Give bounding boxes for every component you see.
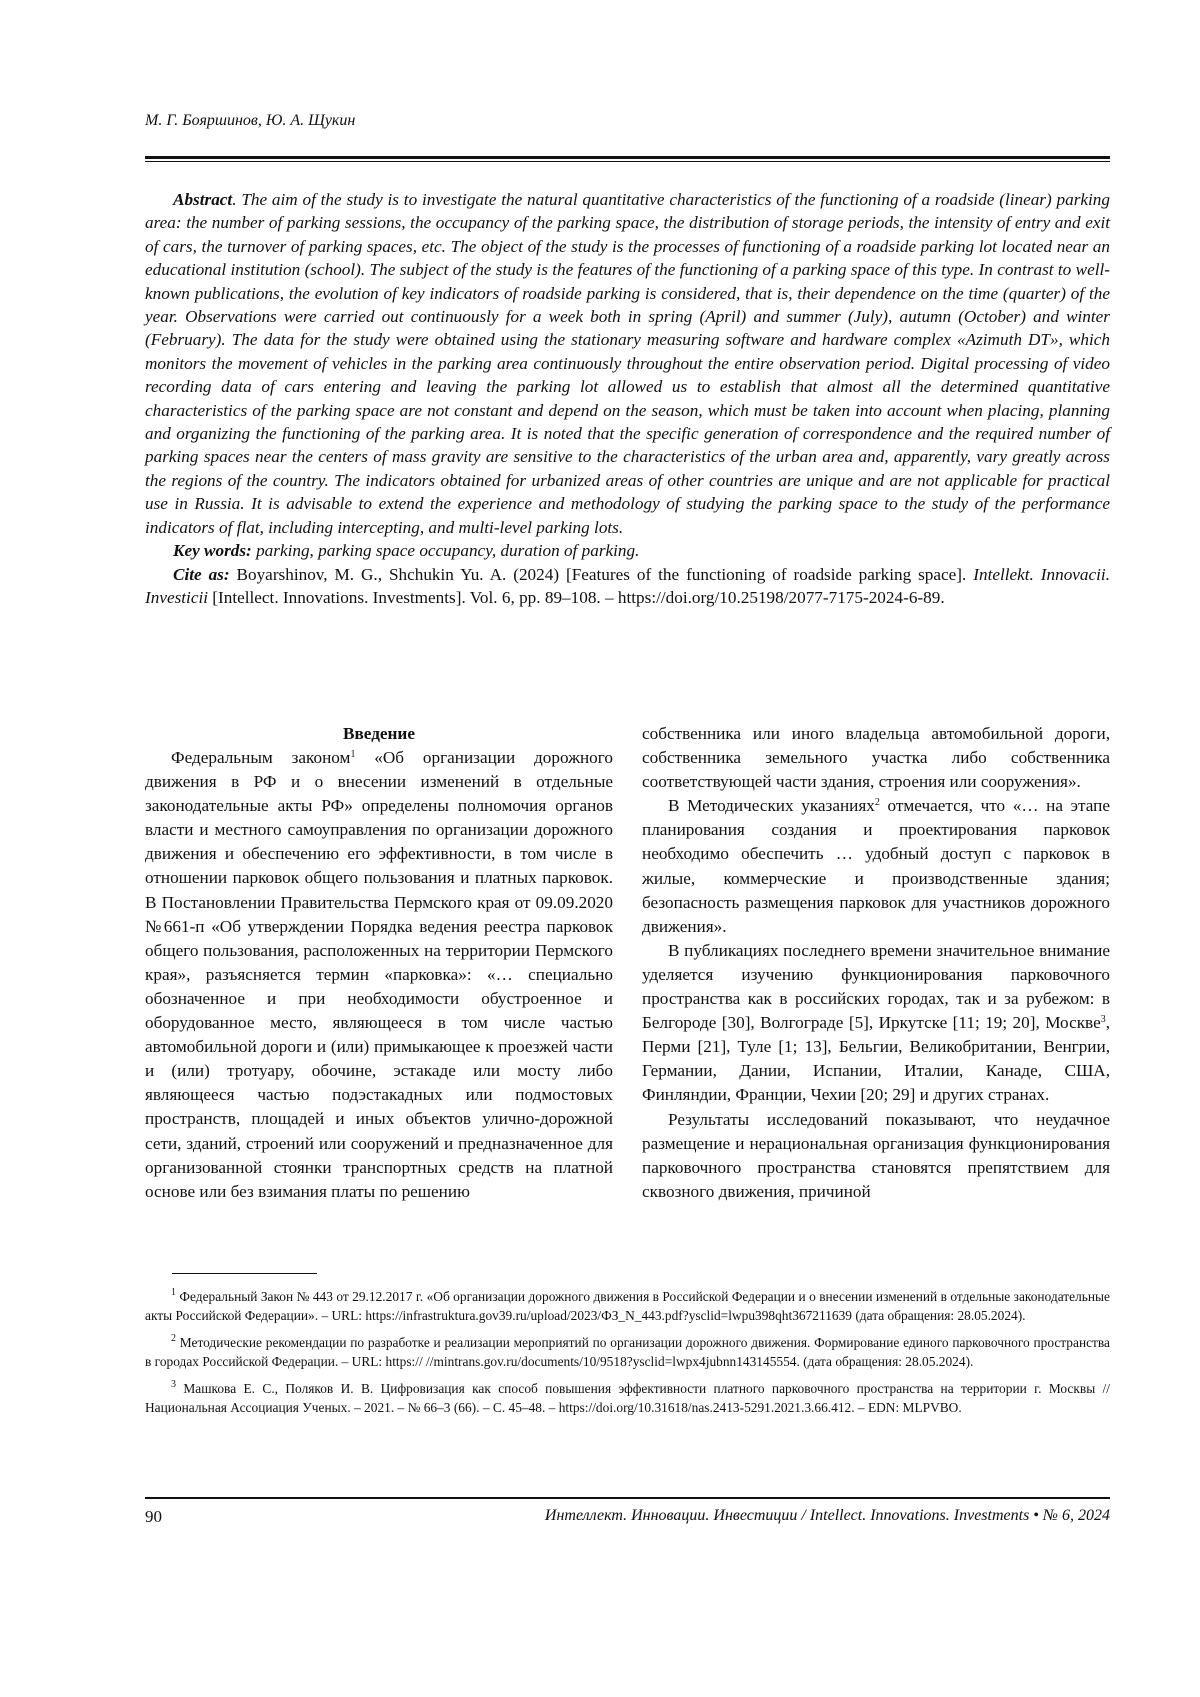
left-p1-text-b: «Об организации дорожного движения в РФ и о внесении изменений в отдельные законодательные акты РФ» определены полномочия органов власти и местного самоуправления по организации дорожного движения и обеспечению его эффективности, в том числе в отношении парковок общего пользования и платных парковок. В Постановлении Правительства Пермского края от 09.09.2020 №661-п «Об утверждении Порядка ведения реестра парковок общего пользования, расположенных на территории Пермского края», разъясняется термин «парковка»: «… специально обозначенное и при необходимости обустроенное и оборудованное место, являющееся в том числе частью автомобильной дороги и (или) примыкающее к проезжей части и (или) тротуару, обочине, эстакаде или мосту либо являющееся частью подэстакадных или подмостовых пространств, площадей и иных объектов улично-дорожной сети, зданий, строений или сооружений и предназначенное для организованной стоянки транспортных средств на платной основе или без взимания платы по решению [145, 748, 613, 1201]
right-paragraph-2 [642, 794, 1110, 939]
right-paragraph-3 [642, 939, 1110, 1108]
footer-rule [145, 1497, 1110, 1499]
right-paragraph-4: Результаты исследований показывают, что неудачное размещение и нерациональная организация функционирования парковочного пространства становятся препятствием для сквозного движения, причиной [642, 1109, 1110, 1201]
footnote-mark: 3 [171, 1378, 176, 1390]
header-rule [145, 156, 1110, 162]
journal-footer: Интеллект. Инновации. Инвестиции / Intellect. Innovations. Investments • № 6, 2024 [544, 1507, 1110, 1524]
keywords-label: Key words: [173, 541, 252, 561]
right-p3-text-a: В публикациях последнего времени значительное внимание уделяется изучению функционирования парковочного пространства как в российских городах, так и за рубежом: в Белгороде [30], Волгограде [5], Иркутске [11; 19; 20], Москве [642, 940, 1110, 1033]
right-paragraph-1: собственника или иного владельца автомобильной дороги, собственника земельного участка либо собственника соответствующей части здания, строения или сооружения». [642, 724, 1110, 792]
footnote-3 [145, 1379, 1110, 1418]
footnote-text: Федеральный Закон № 443 от 29.12.2017 г. «Об организации дорожного движения в Российской Федерации и о внесении изменений в отдельные законодательные акты Российской Федерации». – URL: https://infrastruktura.gov39.ru/upload/2023/ФЗ_N_443.pdf?ysclid=lwpu398qht367211639 (дата обращения: 28.05.2024). [145, 1289, 1110, 1324]
left-paragraph-1 [145, 746, 613, 1204]
cite-journal: Intellekt. Innovacii. Investicii [145, 564, 1110, 607]
cite-rest: [Intellect. Innovations. Investments]. Vol. 6, pp. 89–108. – https://doi.org/10.25198/2077-7175-2024-6-89. [208, 587, 945, 607]
keywords-text: parking, parking space occupancy, duration of parking. [251, 541, 640, 561]
abstract-paragraph [145, 188, 1110, 539]
right-p2-text-b: отмечается, что «… на этапе планирования создания и проектирования парковок необходимо обеспечить … удобный доступ с парковок в жилые, коммерческие и производственные здания; безопасность размещения парковок для участников дорожного движения». [642, 796, 1110, 936]
right-column [642, 722, 1110, 1204]
right-p2-text-a: В Методических указаниях [668, 796, 875, 816]
footnote-ref-2[interactable]: 2 [874, 797, 880, 809]
left-p1-text-a: Федеральным законом [171, 748, 351, 767]
cite-paragraph [145, 563, 1110, 610]
left-column [145, 722, 613, 1204]
footnote-ref-3[interactable]: 3 [1100, 1014, 1106, 1026]
abstract-text: . The aim of the study is to investigate the natural quantitative characteristics of the functioning of a roadside (linear) parking area: the number of parking sessions, the occupancy of the parking space, the distribution of storage periods, the intensity of entry and exit of cars, the turnover of parking spaces, etc. The object of the study is the processes of functioning of a roadside parking lot located near an educational institution (school). The subject of the study is the features of the functioning of a parking space of this type. In contrast to well-known publications, the evolution of key indicators of roadside parking is considered, that is, their dependence on the time (quarter) of the year. Observations were carried out continuously for a week both in spring (April) and summer (July), autumn (October) and winter (February). The data for the study were obtained using the stationary measuring software and hardware complex «Azimuth DT», which monitors the movement of vehicles in the parking area continuously throughout the entire observation period. Digital processing of video recording data of cars entering and leaving the parking lot allowed us to establish that almost all the determined quantitative characteristics of the parking space are not constant and depend on the season, which must be taken into account when placing, planning and organizing the functioning of the parking area. It is noted that the specific generation of correspondence and the required number of parking spaces near the centers of mass gravity are sensitive to the characteristics of the urban area and, apparently, vary greatly across the regions of the country. The indicators obtained for urbanized areas of other countries are unique and are not applicable for practical use in Russia. It is advisable to extend the experience and methodology of studying the parking space to the study of the performance indicators of flat, including intercepting, and multi-level parking lots. [145, 190, 1110, 537]
footnote-1 [145, 1287, 1110, 1326]
right-p3-text-b: , Перми [21], Туле [1; 13], Бельгии, Великобритании, Венгрии, Германии, Дании, Испании, Италии, Канаде, США, Финляндии, Франции, Чехии [20; 29] и других странах. [642, 1013, 1110, 1105]
body-columns [145, 722, 1110, 1204]
footnote-mark: 2 [171, 1332, 176, 1344]
cite-text: Boyarshinov, M. G., Shchukin Yu. A. (2024) [Features of the functioning of roadside parking space]. [229, 564, 974, 584]
footnote-rule [172, 1273, 317, 1274]
abstract-label: Abstract [173, 190, 233, 209]
keywords-paragraph [145, 539, 1110, 562]
footnote-text: Машкова Е. С., Поляков И. В. Цифровизация как способ повышения эффективности платного парковочного пространства на территории г. Москвы // Национальная Ассоциация Ученых. – 2021. – № 66–3 (66). – С. 45–48. – https://doi.org/10.31618/nas.2413-5291.2021.3.66.412. – EDN: MLPVBO. [145, 1380, 1110, 1416]
footnote-ref-1[interactable]: 1 [350, 749, 356, 760]
section-title: Введение [343, 724, 415, 743]
cite-label: Cite as: [173, 564, 230, 584]
footnote-text: Методические рекомендации по разработке и реализации мероприятий по организации дорожного движения. Формирование единого парковочного пространства в городах Российской Федерации. – URL: https:// //mintrans.gov.ru/documents/10/9518?ysclid=lwpx4jubnn143145554. (дата обращения: 28.05.2024). [145, 1334, 1110, 1370]
footnote-2 [145, 1333, 1110, 1372]
footnotes-block [145, 1287, 1110, 1424]
page-number: 90 [145, 1507, 162, 1526]
footnote-mark: 1 [171, 1287, 176, 1298]
running-head-authors: М. Г. Бояршинов, Ю. А. Щукин [145, 112, 356, 129]
abstract-block [145, 188, 1110, 609]
